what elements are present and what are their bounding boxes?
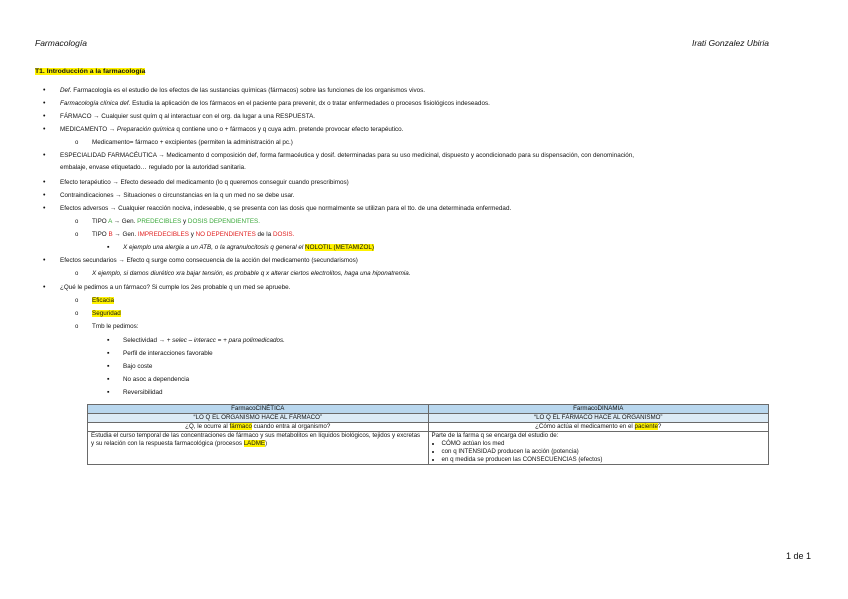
table-body-dinamia: Parte de la farma q se encarga del estudio de: • CÓMO actúan los med • con q INTENSIDAD producen la acción (potencia) • en q medida se producen las CONSECUENCIAS (efectos) <box>428 432 769 465</box>
table-subheader-dinamia: “LO Q EL FÁRMACO HACE AL ORGANISMO” <box>428 414 769 423</box>
table-question-cinetica: ¿Q, le ocurre al fármaco cuando entra al organismo? <box>88 423 429 432</box>
list-item-seguridad: Seguridad <box>92 310 121 317</box>
table-question-dinamia: ¿Cómo actúa el medicamento en el paciente? <box>428 423 769 432</box>
list-item-especialidad: ESPECIALIDAD FARMACÉUTICA → Medicamento d composición def, forma farmacéutica y dosif. determinadas para su uso medicinal, dispuesto y acondicionado para su dispensación, con denominación, <box>60 152 635 159</box>
list-item-terapeutico: Efecto terapéutico → Efecto deseado del medicamento (lo q queremos conseguir cuando prescribimos) <box>60 179 349 186</box>
list-item-especialidad-cont: embalaje, envase etiquetado… regulado por la autoridad sanitaria. <box>60 164 246 171</box>
table-row <box>88 405 769 414</box>
square-bullet-icon: ▪ <box>107 376 110 383</box>
circle-bullet-icon: o <box>75 298 79 304</box>
list-item-reversibilidad: Reversibilidad <box>123 389 163 396</box>
list-item-def: Def. Farmacología es el estudio de los efectos de las sustancias químicas (fármacos) sobre las funciones de los organismos vivos. <box>60 87 426 94</box>
list-item-secundarios: Efectos secundarios → Efecto q surge como consecuencia de la acción del medicamento (secundarismos) <box>60 257 358 264</box>
list-item-tipo-b: TIPO B → Gen. IMPREDECIBLES y NO DEPENDIENTES de la DOSIS. <box>92 231 295 238</box>
bullet-icon: • <box>43 192 46 199</box>
list-item-tambien: Tmb le pedimos: <box>92 323 139 330</box>
list-item-perfil: Perfil de interacciones favorable <box>123 350 213 357</box>
bullet-icon: • <box>43 126 46 133</box>
square-bullet-icon: ▪ <box>107 244 110 251</box>
square-bullet-icon: ▪ <box>107 389 110 396</box>
table-row <box>88 432 769 465</box>
list-item-medicamento-sub: Medicamento= fármaco + excipientes (permiten la administración al pc.) <box>92 139 293 146</box>
bullet-icon: • <box>43 284 46 291</box>
comparison-table <box>87 404 769 465</box>
circle-bullet-icon: o <box>75 311 79 317</box>
list-item-selectividad: Selectividad → + selec – interacc = + para polimedicados. <box>123 337 285 344</box>
page-number: 1 de 1 <box>786 551 812 561</box>
list-item: • en q medida se producen las CONSECUENCIAS (efectos) <box>442 456 766 464</box>
list-item-medicamento: MEDICAMENTO → Preparación química q contiene uno o + fármacos y q cuya adm. pretende provocar efecto terapéutico. <box>60 126 404 133</box>
table-row <box>88 423 769 432</box>
list-item-dependencia: No asoc a dependencia <box>123 376 190 383</box>
square-bullet-icon: ▪ <box>107 337 110 344</box>
bullet-icon: • <box>43 113 46 120</box>
bullet-icon: • <box>43 179 46 186</box>
circle-bullet-icon: o <box>75 232 79 238</box>
bullet-icon: • <box>43 205 46 212</box>
table-header-cinetica: FarmacoCINÉTICA <box>88 405 429 414</box>
list-item-tipo-b-ejemplo: X ejemplo una alergia a un ATB, o la agranulocitosis q general el NOLOTIL (METAMIZOL) <box>123 244 374 251</box>
list-item-eficacia: Eficacia <box>92 297 115 304</box>
bullet-icon: • <box>43 87 46 94</box>
section-title: T1. Introducción a la farmacología <box>35 68 146 75</box>
circle-bullet-icon: o <box>75 324 79 330</box>
table-subheader-cinetica: “LO Q EL ORGANISMO HACE AL FÁRMACO” <box>88 414 429 423</box>
list-item: • con q INTENSIDAD producen la acción (potencia) <box>442 448 766 456</box>
list-item-contraindicaciones: Contraindicaciones → Situaciones o circunstancias en la q un med no se debe usar. <box>60 192 295 199</box>
list-item-tipo-a: TIPO A → Gen. PREDECIBLES y DOSIS DEPENDIENTES. <box>92 218 261 225</box>
bullet-icon: • <box>43 257 46 264</box>
list-item-secundarios-ejemplo: X ejemplo, si damos diurético xra bajar tensión, es probable q x alterar ciertos electrolitos, haga una hiponatremia. <box>92 270 411 277</box>
list-item-farmaco: FÁRMACO → Cualquier sust quím q al interactuar con el org. da lugar a una RESPUESTA. <box>60 113 316 120</box>
list-item: • CÓMO actúan los med <box>442 440 766 448</box>
table-header-dinamia: FarmacoDINAMIA <box>428 405 769 414</box>
list-item-clinica: Farmacología clínica def. Estudia la aplicación de los fármacos en el paciente para prevenir, dx o tratar enfermedades o procesos fisiológicos indeseados. <box>60 100 490 107</box>
table-row <box>88 414 769 423</box>
square-bullet-icon: ▪ <box>107 363 110 370</box>
header-subject: Farmacología <box>35 38 87 48</box>
square-bullet-icon: ▪ <box>107 350 110 357</box>
bullet-icon: • <box>43 100 46 107</box>
circle-bullet-icon: o <box>75 140 79 146</box>
list-item-pedimos: ¿Qué le pedimos a un fármaco? Si cumple los 2es probable q un med se apruebe. <box>60 284 291 291</box>
circle-bullet-icon: o <box>75 271 79 277</box>
bullet-icon: • <box>43 152 46 159</box>
circle-bullet-icon: o <box>75 219 79 225</box>
table-body-cinetica: Estudia el curso temporal de las concentraciones de fármaco y sus metabolitos en líquidos biológicos, tejidos y excretas y su relación con la respuesta farmacológica (procesos LADME) <box>88 432 429 465</box>
header-author: Irati Gonzalez Ubiria <box>692 38 770 48</box>
list-item-coste: Bajo coste <box>123 363 153 370</box>
list-item-adversos: Efectos adversos → Cualquier reacción nociva, indeseable, q se presenta con las dosis que normalmente se utilizan para el tto. de una determinada enfermedad. <box>60 205 512 212</box>
